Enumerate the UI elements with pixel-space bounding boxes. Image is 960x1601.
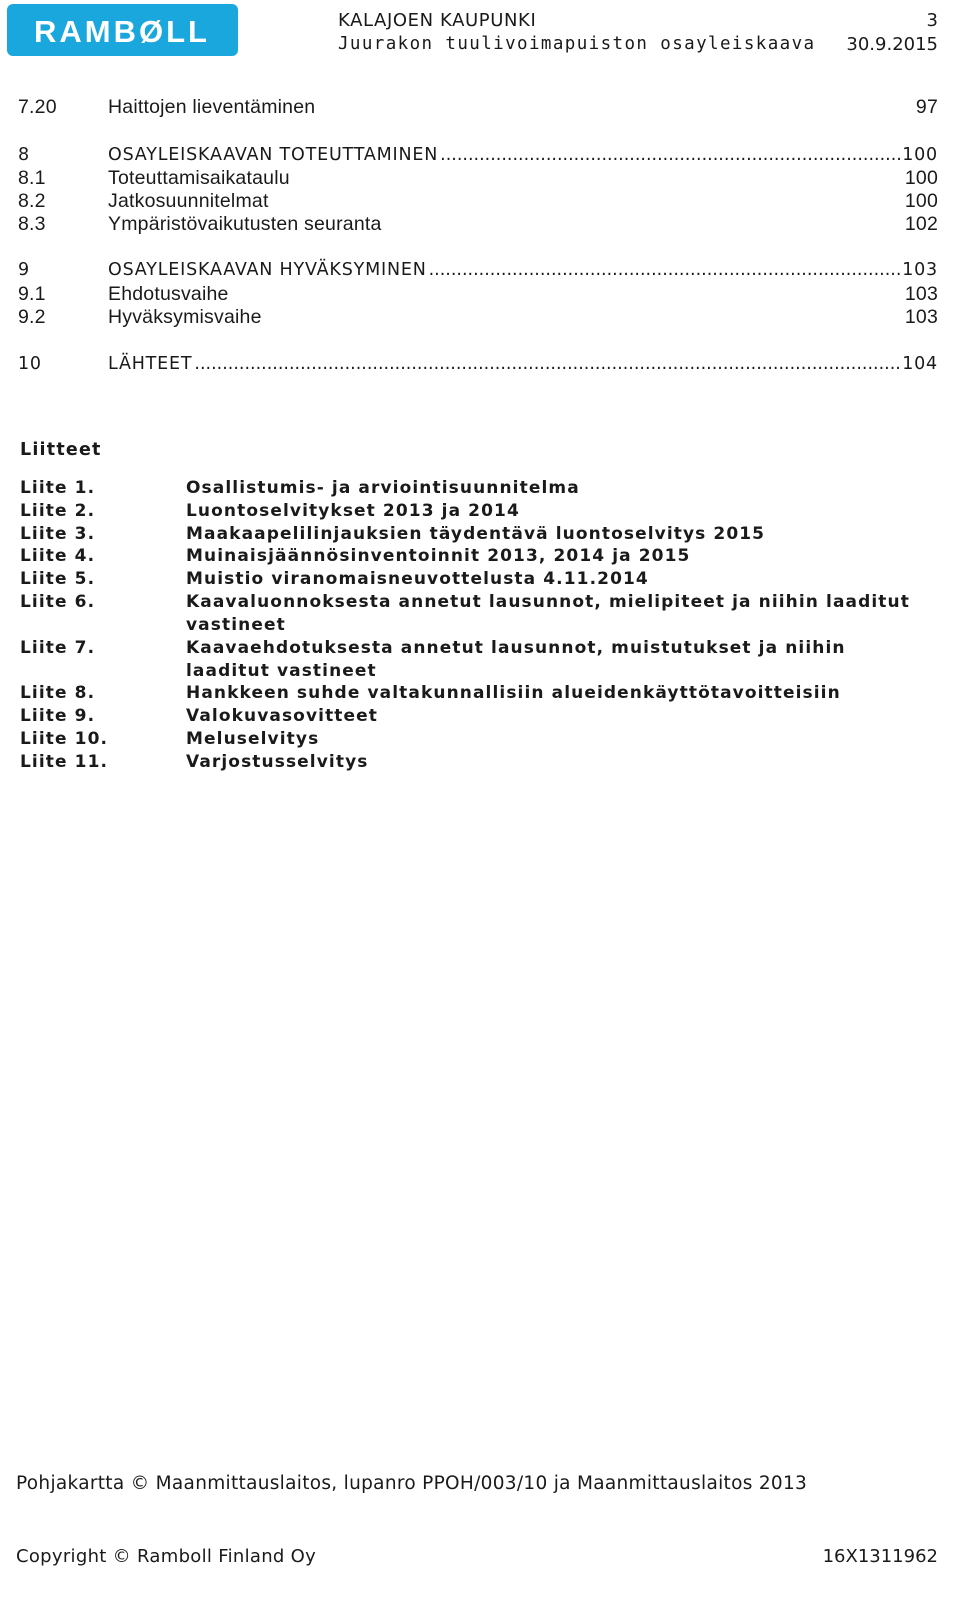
appendix-number: Liite 4. bbox=[20, 546, 96, 566]
copyright-notice: Copyright © Ramboll Finland Oy bbox=[16, 1546, 317, 1567]
appendix-number: Liite 11. bbox=[20, 752, 109, 772]
toc-page: 100 bbox=[904, 190, 938, 212]
toc-row bbox=[18, 260, 938, 284]
appendix-title: Osallistumis- ja arviointisuunnitelma bbox=[186, 478, 580, 498]
toc-number: 10 bbox=[18, 354, 42, 374]
toc-page: 103 bbox=[904, 283, 938, 305]
appendix-item bbox=[20, 705, 930, 728]
toc-number: 9.1 bbox=[18, 283, 46, 305]
appendix-item bbox=[20, 728, 930, 751]
toc-title: Haittojen lieventäminen bbox=[108, 96, 316, 118]
appendix-item bbox=[20, 545, 930, 568]
toc-number: 9.2 bbox=[18, 306, 46, 328]
toc-page: 97 bbox=[915, 96, 938, 118]
appendix-number: Liite 6. bbox=[20, 592, 96, 612]
appendix-number: Liite 1. bbox=[20, 478, 96, 498]
toc-page: 100 bbox=[902, 145, 938, 165]
appendix-title: Luontoselvitykset 2013 ja 2014 bbox=[186, 501, 520, 521]
toc-page: 104 bbox=[902, 354, 938, 374]
toc-title: Ehdotusvaihe bbox=[108, 283, 229, 305]
appendix-title: Kaavaehdotuksesta annetut lausunnot, muistutukset ja niihin laaditut vastineet bbox=[186, 638, 846, 681]
ramboll-logo bbox=[7, 4, 238, 56]
toc-row bbox=[18, 145, 938, 169]
toc-number: 8.3 bbox=[18, 213, 46, 235]
toc-row bbox=[18, 190, 938, 214]
appendix-title: Maakaapelilinjauksien täydentävä luontoselvitys 2015 bbox=[186, 524, 766, 544]
toc-title: OSAYLEISKAAVAN HYVÄKSYMINEN bbox=[108, 260, 427, 280]
toc-page: 103 bbox=[902, 260, 938, 280]
appendix-title: Hankkeen suhde valtakunnallisiin alueidenkäyttötavoitteisiin bbox=[186, 683, 841, 703]
appendix-title: Varjostusselvitys bbox=[186, 752, 369, 772]
toc-title: Toteuttamisaikataulu bbox=[108, 167, 290, 189]
appendix-item bbox=[20, 568, 930, 591]
appendix-title: Meluselvitys bbox=[186, 729, 320, 749]
document-title: Juurakon tuulivoimapuiston osayleiskaava bbox=[338, 34, 816, 54]
toc-number: 8 bbox=[18, 145, 30, 165]
toc-row bbox=[18, 283, 938, 307]
toc-title: Jatkosuunnitelmat bbox=[108, 190, 269, 212]
toc-row bbox=[18, 354, 938, 378]
toc-page: 103 bbox=[904, 306, 938, 328]
appendix-number: Liite 8. bbox=[20, 683, 96, 703]
appendix-number: Liite 10. bbox=[20, 729, 109, 749]
appendix-item bbox=[20, 637, 930, 683]
appendix-item bbox=[20, 751, 930, 774]
toc-title: LÄHTEET bbox=[108, 354, 193, 374]
appendix-number: Liite 2. bbox=[20, 501, 96, 521]
project-code: 16X1311962 bbox=[822, 1546, 938, 1567]
appendix-title: Valokuvasovitteet bbox=[186, 706, 379, 726]
appendix-number: Liite 5. bbox=[20, 569, 96, 589]
appendix-title: Kaavaluonnoksesta annetut lausunnot, mielipiteet ja niihin laaditut vastineet bbox=[186, 592, 910, 635]
toc-page: 100 bbox=[904, 167, 938, 189]
toc-number: 8.2 bbox=[18, 190, 46, 212]
appendix-item bbox=[20, 591, 930, 637]
appendices-heading: Liitteet bbox=[20, 440, 102, 460]
toc-title: Ympäristövaikutusten seuranta bbox=[108, 213, 382, 235]
toc-page: 102 bbox=[904, 213, 938, 235]
appendix-title: Muinaisjäännösinventoinnit 2013, 2014 ja 2015 bbox=[186, 546, 691, 566]
toc-number: 8.1 bbox=[18, 167, 46, 189]
toc-row bbox=[18, 167, 938, 191]
appendix-number: Liite 9. bbox=[20, 706, 96, 726]
toc-title: OSAYLEISKAAVAN TOTEUTTAMINEN bbox=[108, 145, 439, 165]
appendix-item bbox=[20, 500, 930, 523]
appendix-number: Liite 7. bbox=[20, 638, 96, 658]
toc-leader-dots bbox=[429, 260, 901, 280]
toc-title: Hyväksymisvaihe bbox=[108, 306, 262, 328]
document-date: 30.9.2015 bbox=[846, 34, 938, 55]
appendix-number: Liite 3. bbox=[20, 524, 96, 544]
toc-leader-dots bbox=[194, 354, 900, 374]
logo-wordmark: RAMBØLL bbox=[34, 14, 210, 49]
toc-row bbox=[18, 306, 938, 330]
appendix-item bbox=[20, 523, 930, 546]
client-name: KALAJOEN KAUPUNKI bbox=[338, 10, 537, 31]
appendix-item bbox=[20, 682, 930, 705]
appendix-item bbox=[20, 477, 930, 500]
page-number: 3 bbox=[926, 10, 938, 31]
toc-number: 7.20 bbox=[18, 96, 57, 118]
toc-row bbox=[18, 96, 938, 120]
appendix-title: Muistio viranomaisneuvottelusta 4.11.2014 bbox=[186, 569, 649, 589]
toc-row bbox=[18, 213, 938, 237]
toc-number: 9 bbox=[18, 260, 30, 280]
basemap-credit: Pohjakartta © Maanmittauslaitos, lupanro PPOH/003/10 ja Maanmittauslaitos 2013 bbox=[16, 1473, 808, 1494]
toc-leader-dots bbox=[440, 145, 900, 165]
